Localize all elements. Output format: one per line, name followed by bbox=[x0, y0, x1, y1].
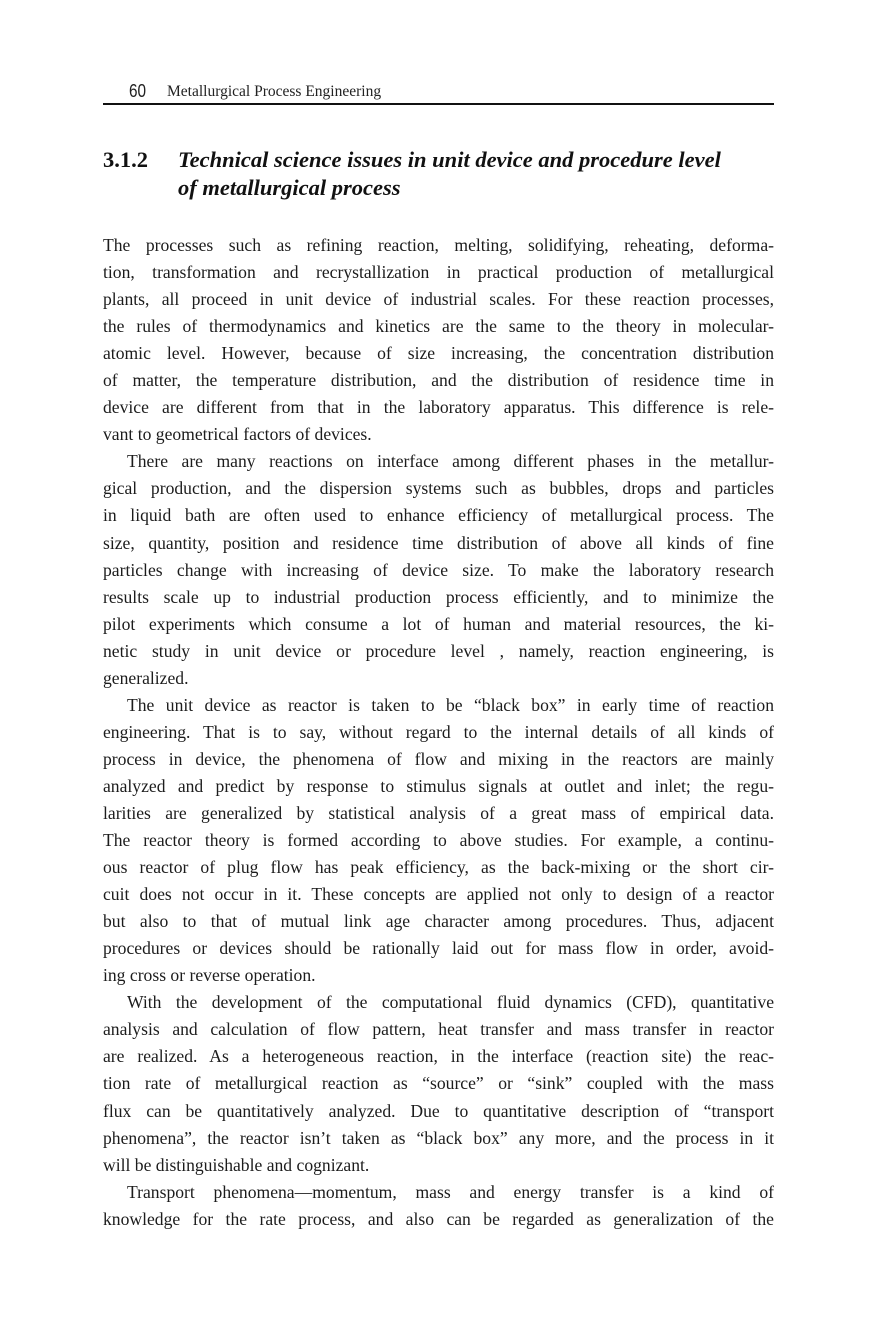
text-line: There are many reactions on interface among different phases in the metallur- bbox=[127, 451, 774, 472]
paragraph bbox=[103, 989, 774, 1178]
body-text bbox=[103, 232, 774, 1233]
text-line: tion rate of metallurgical reaction as “source” or “sink” coupled with the mass bbox=[103, 1073, 774, 1094]
text-line: Transport phenomena—momentum, mass and energy transfer is a kind of bbox=[127, 1181, 774, 1202]
running-head bbox=[103, 80, 774, 104]
text-line: process in device, the phenomena of flow and mixing in the reactors are mainly bbox=[103, 748, 774, 769]
text-line: The unit device as reactor is taken to be “black box” in early time of reaction bbox=[127, 694, 774, 715]
text-line: knowledge for the rate process, and also can be regarded as generalization of the bbox=[103, 1208, 774, 1229]
text-line: cuit does not occur in it. These concepts are applied not only to design of a reactor bbox=[103, 884, 774, 905]
text-line: will be distinguishable and cognizant. bbox=[103, 1154, 370, 1175]
text-line: pilot experiments which consume a lot of human and material resources, the ki- bbox=[103, 613, 774, 634]
text-line: analysis and calculation of flow pattern, heat transfer and mass transfer in reactor bbox=[103, 1019, 774, 1040]
text-line: vant to geometrical factors of devices. bbox=[103, 424, 372, 445]
text-line: engineering. That is to say, without regard to the internal details of all kinds of bbox=[103, 721, 774, 742]
paragraph bbox=[103, 448, 774, 691]
header-rule bbox=[103, 103, 774, 105]
running-head-title: Metallurgical Process Engineering bbox=[167, 83, 382, 100]
text-line: flux can be quantitatively analyzed. Due to quantitative description of “transport bbox=[103, 1100, 774, 1121]
text-line: tion, transformation and recrystallization in practical production of metallurgical bbox=[103, 262, 774, 283]
paragraph bbox=[103, 1179, 774, 1233]
section-number: 3.1.2 bbox=[103, 147, 148, 172]
text-line: but also to that of mutual link age character among procedures. Thus, adjacent bbox=[103, 911, 774, 932]
page-number: 60 bbox=[129, 81, 147, 101]
text-line: size, quantity, position and residence time distribution of above all kinds of fine bbox=[103, 532, 774, 553]
text-line: are realized. As a heterogeneous reaction, in the interface (reaction site) the reac- bbox=[103, 1046, 774, 1067]
text-line: With the development of the computational fluid dynamics (CFD), quantitative bbox=[127, 992, 774, 1013]
text-line: larities are generalized by statistical analysis of a great mass of empirical data. bbox=[103, 802, 774, 823]
text-line: netic study in unit device or procedure level , namely, reaction engineering, is bbox=[103, 640, 774, 661]
text-line: results scale up to industrial production process efficiently, and to minimize the bbox=[103, 586, 774, 607]
text-line: procedures or devices should be rationally laid out for mass flow in order, avoid- bbox=[103, 938, 774, 959]
text-line: particles change with increasing of device size. To make the laboratory research bbox=[103, 559, 774, 580]
text-line: phenomena”, the reactor isn’t taken as “black box” any more, and the process in it bbox=[103, 1127, 774, 1148]
text-line: ing cross or reverse operation. bbox=[103, 965, 316, 986]
paragraph bbox=[103, 692, 774, 990]
text-line: generalized. bbox=[103, 667, 189, 688]
section-title-line: Technical science issues in unit device and procedure level bbox=[178, 147, 721, 172]
text-line: analyzed and predict by response to stimulus signals at outlet and inlet; the regu- bbox=[103, 775, 774, 796]
text-line: ous reactor of plug flow has peak efficiency, as the back-mixing or the short cir- bbox=[103, 857, 774, 878]
section-title-line: of metallurgical process bbox=[178, 175, 401, 200]
text-line: the rules of thermodynamics and kinetics are the same to the theory in molecular- bbox=[103, 316, 774, 337]
text-line: The reactor theory is formed according to above studies. For example, a continu- bbox=[103, 830, 774, 851]
text-line: in liquid bath are often used to enhance efficiency of metallurgical process. The bbox=[103, 505, 774, 526]
text-line: gical production, and the dispersion systems such as bubbles, drops and particles bbox=[103, 478, 774, 499]
section-title bbox=[178, 146, 783, 202]
text-line: plants, all proceed in unit device of industrial scales. For these reaction processes, bbox=[103, 289, 774, 310]
text-line: The processes such as refining reaction, melting, solidifying, reheating, deforma- bbox=[103, 235, 774, 255]
paragraph bbox=[103, 232, 774, 448]
text-line: device are different from that in the laboratory apparatus. This difference is rele- bbox=[103, 397, 774, 418]
text-line: of matter, the temperature distribution, and the distribution of residence time in bbox=[103, 370, 774, 391]
text-line: atomic level. However, because of size increasing, the concentration distribution bbox=[103, 343, 774, 364]
